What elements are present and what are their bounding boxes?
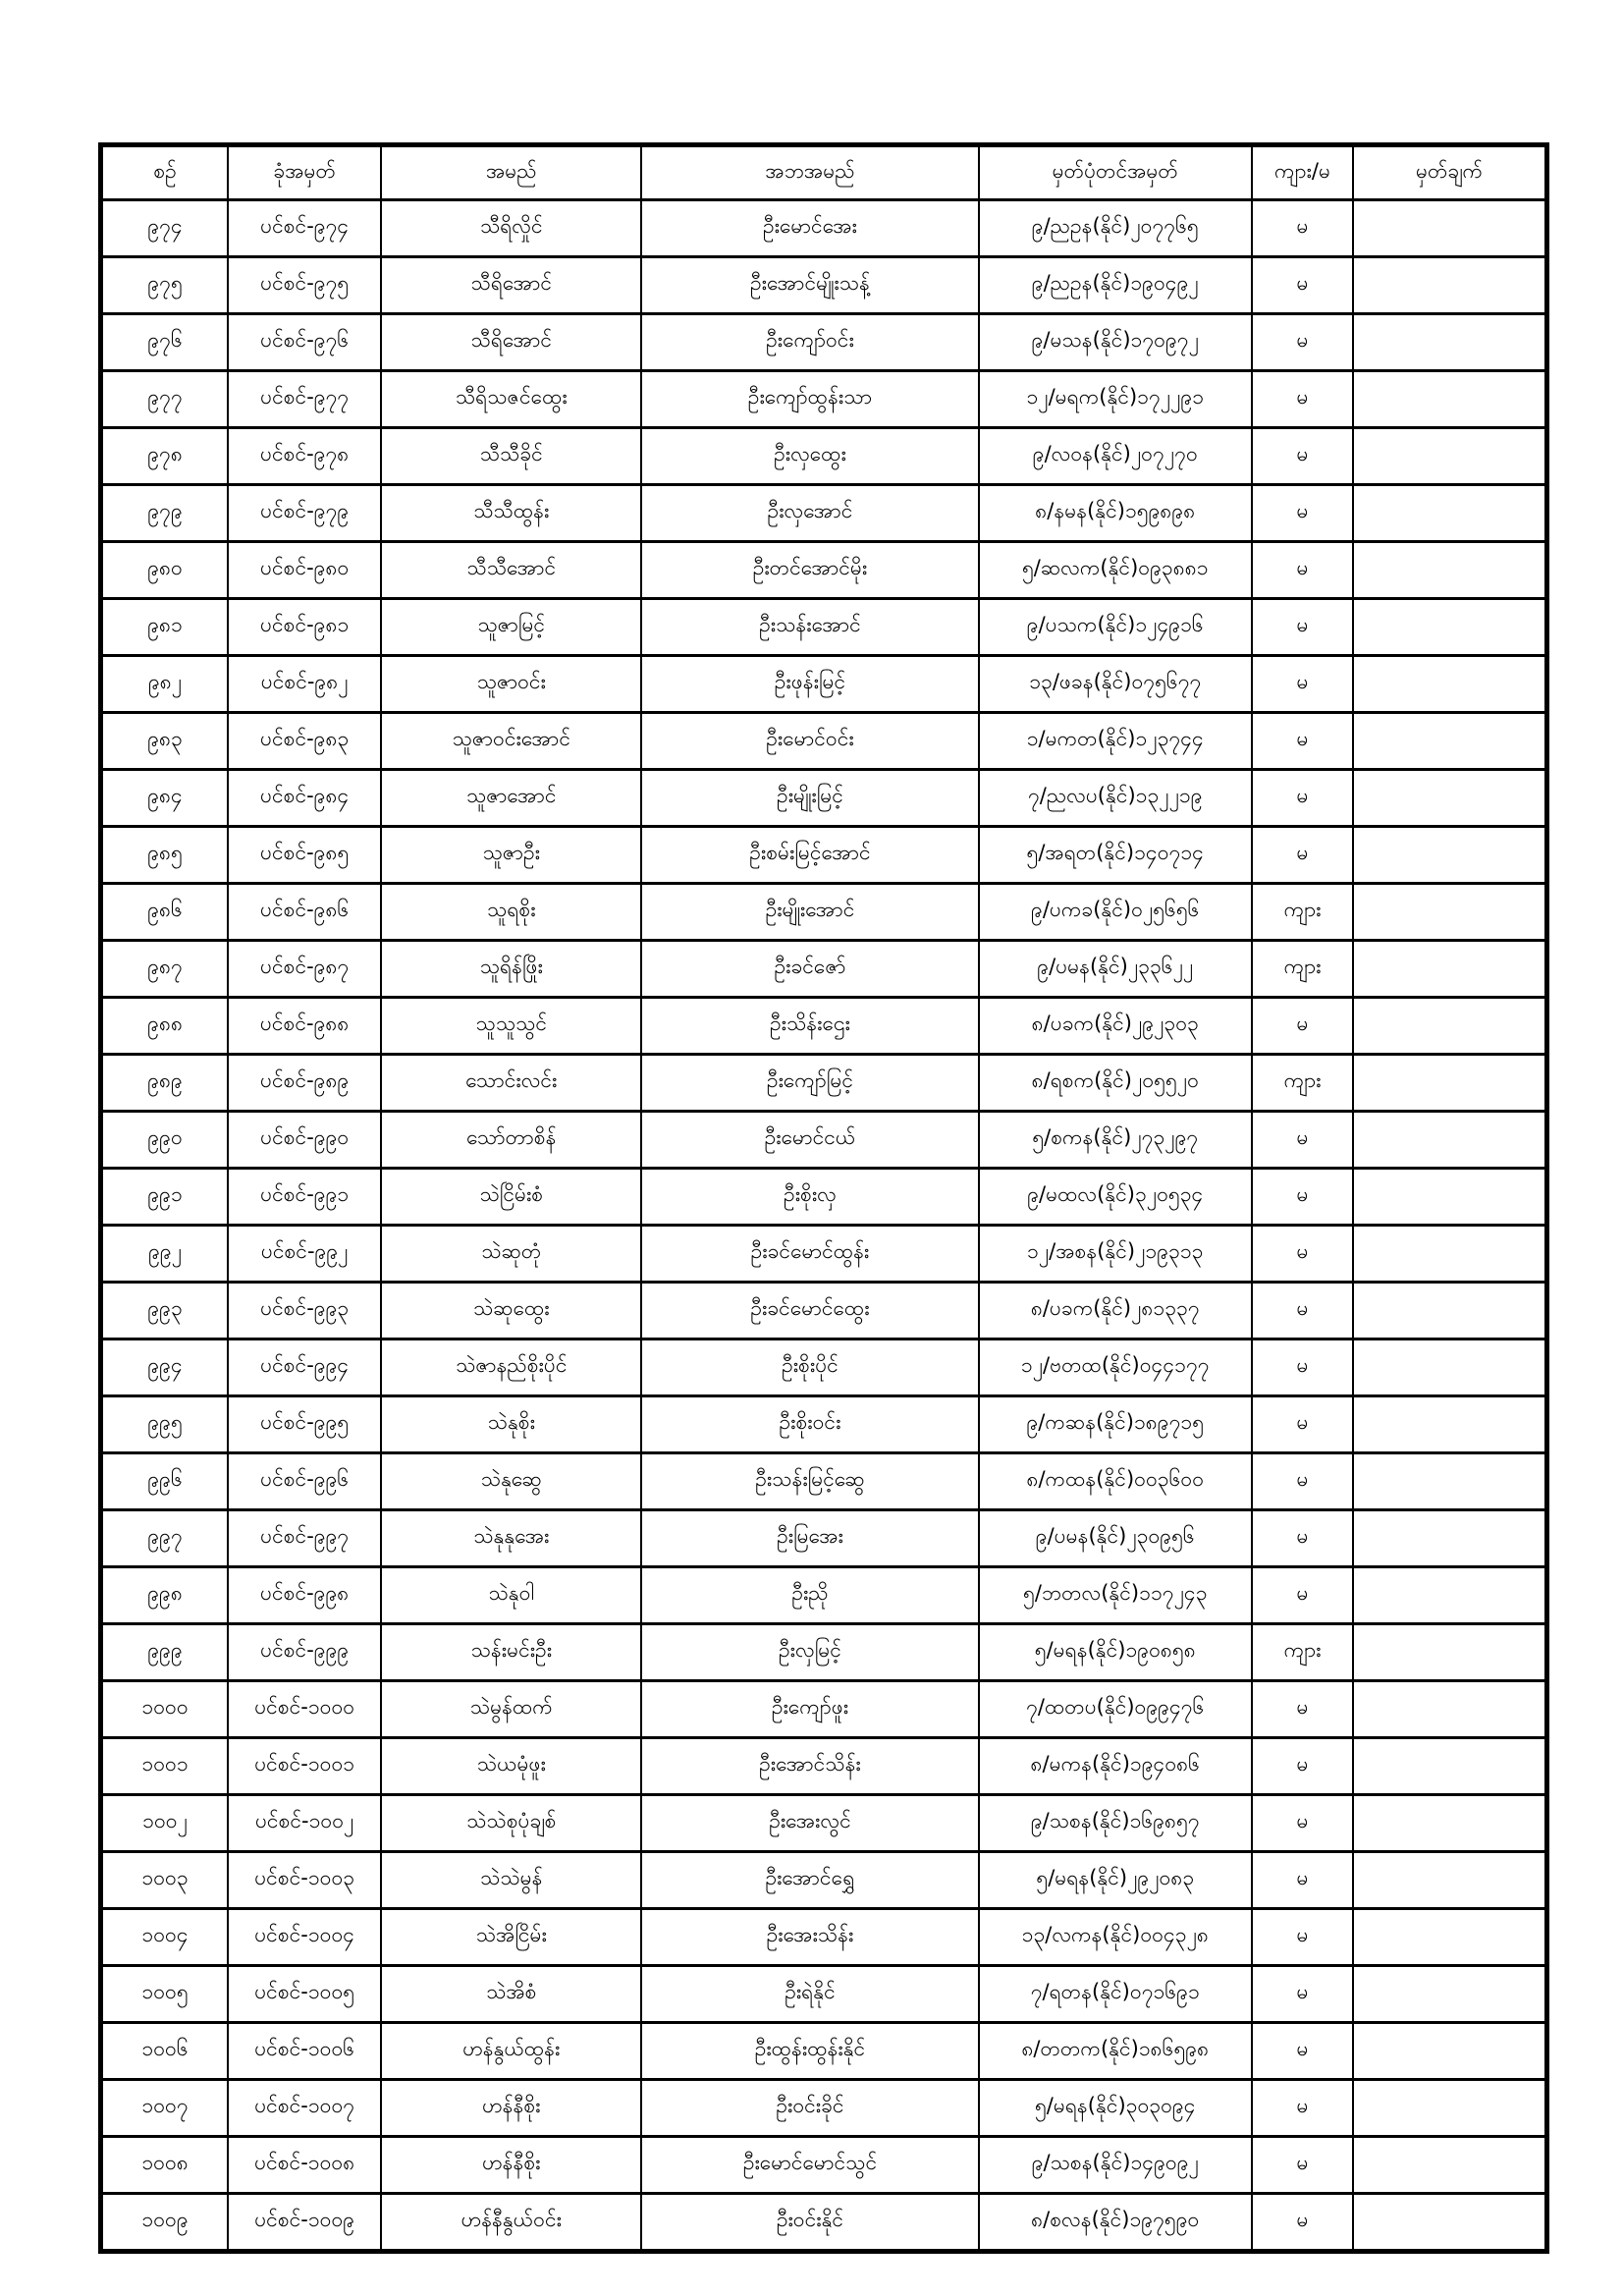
cell-serial: ၁၀၀၃: [101, 1852, 229, 1909]
cell-remark: [1353, 713, 1546, 770]
cell-serial: ၉၉၀: [101, 1112, 229, 1169]
cell-nrc-number: ၈/ပခက(နိုင်)၂၈၁၃၃၇: [979, 1283, 1252, 1339]
cell-nrc-number: ၅/မရန(နိုင်)၂၉၂၀၈၃: [979, 1852, 1252, 1909]
cell-roll-number: ပင်စင်-၁၀၀၃: [228, 1852, 381, 1909]
cell-serial: ၉၉၇: [101, 1510, 229, 1567]
cell-father-name: ဦးမောင်မောင်သွင်: [641, 2137, 978, 2194]
cell-gender: မ: [1252, 599, 1353, 656]
column-header-serial: စဉ်: [101, 145, 229, 200]
column-header-gender: ကျား/မ: [1252, 145, 1353, 200]
cell-gender: မ: [1252, 428, 1353, 485]
cell-name: သဲဆုထွေး: [381, 1283, 641, 1339]
table-row: [101, 2137, 1547, 2194]
cell-nrc-number: ၉/ပကခ(နိုင်)၀၂၅၆၅၆: [979, 884, 1252, 941]
cell-remark: [1353, 1567, 1546, 1624]
cell-serial: ၉၉၅: [101, 1396, 229, 1453]
cell-gender: မ: [1252, 371, 1353, 428]
cell-roll-number: ပင်စင်-၁၀၀၂: [228, 1795, 381, 1852]
cell-remark: [1353, 884, 1546, 941]
cell-nrc-number: ၉/မသန(နိုင်)၁၇၀၉၇၂: [979, 314, 1252, 371]
table-row: [101, 1226, 1547, 1283]
cell-remark: [1353, 770, 1546, 827]
cell-roll-number: ပင်စင်-၁၀၀၈: [228, 2137, 381, 2194]
cell-name: သဲဆုတုံ: [381, 1226, 641, 1283]
cell-remark: [1353, 2023, 1546, 2080]
cell-serial: ၉၈၀: [101, 542, 229, 599]
cell-roll-number: ပင်စင်-၉၇၆: [228, 314, 381, 371]
cell-nrc-number: ၁၃/ဖခန(နိုင်)၀၇၅၆၇၇: [979, 656, 1252, 713]
cell-serial: ၉၈၂: [101, 656, 229, 713]
table-row: [101, 884, 1547, 941]
cell-roll-number: ပင်စင်-၉၉၁: [228, 1169, 381, 1226]
column-header-roll-number: ခုံအမှတ်: [228, 145, 381, 200]
cell-gender: မ: [1252, 2137, 1353, 2194]
cell-name: ဟန်နွယ်ထွန်း: [381, 2023, 641, 2080]
table-row: [101, 428, 1547, 485]
table-row: [101, 1396, 1547, 1453]
cell-gender: မ: [1252, 314, 1353, 371]
cell-name: သန်းမင်းဦး: [381, 1624, 641, 1681]
cell-father-name: ဦးစမ်းမြင့်အောင်: [641, 827, 978, 884]
cell-name: သီရိလှိုင်: [381, 200, 641, 257]
cell-roll-number: ပင်စင်-၉၉၄: [228, 1339, 381, 1396]
cell-serial: ၉၇၇: [101, 371, 229, 428]
cell-name: သဲအိစံ: [381, 1966, 641, 2023]
cell-name: သဲယမုံဖူး: [381, 1738, 641, 1795]
cell-nrc-number: ၁/မကတ(နိုင်)၁၂၃၇၄၄: [979, 713, 1252, 770]
cell-nrc-number: ၈/ရစက(နိုင်)၂၀၅၅၂၀: [979, 1055, 1252, 1112]
cell-father-name: ဦးကျော်ထွန်းသာ: [641, 371, 978, 428]
cell-name: သီသီခိုင်: [381, 428, 641, 485]
table-row: [101, 1510, 1547, 1567]
cell-father-name: ဦးမောင်ငယ်: [641, 1112, 978, 1169]
cell-remark: [1353, 1738, 1546, 1795]
cell-father-name: ဦးကျော်ဖူး: [641, 1681, 978, 1738]
table-row: [101, 1283, 1547, 1339]
cell-roll-number: ပင်စင်-၉၇၄: [228, 200, 381, 257]
cell-father-name: ဦးကျော်ဝင်း: [641, 314, 978, 371]
cell-father-name: ဦးအောင်ရွှေ: [641, 1852, 978, 1909]
cell-nrc-number: ၈/စလန(နိုင်)၁၉၇၅၉၀: [979, 2194, 1252, 2252]
cell-father-name: ဦးအောင်သိန်း: [641, 1738, 978, 1795]
cell-nrc-number: ၅/ဆလက(နိုင်)၀၉၃၈၈၁: [979, 542, 1252, 599]
cell-remark: [1353, 2080, 1546, 2137]
cell-remark: [1353, 998, 1546, 1055]
cell-name: သဲနုဆွေ: [381, 1453, 641, 1510]
cell-father-name: ဦးမောင်အေး: [641, 200, 978, 257]
table-row: [101, 1681, 1547, 1738]
table-row: [101, 2194, 1547, 2252]
cell-father-name: ဦးမျိုးမြင့်: [641, 770, 978, 827]
cell-name: သဲသဲမွန်: [381, 1852, 641, 1909]
cell-serial: ၁၀၀၄: [101, 1909, 229, 1966]
cell-serial: ၁၀၀၆: [101, 2023, 229, 2080]
cell-roll-number: ပင်စင်-၉၈၈: [228, 998, 381, 1055]
cell-father-name: ဦးဖုန်းမြင့်: [641, 656, 978, 713]
cell-father-name: ဦးစိုးလှ: [641, 1169, 978, 1226]
cell-name: သဲနုစိုး: [381, 1396, 641, 1453]
cell-serial: ၁၀၀၈: [101, 2137, 229, 2194]
cell-name: ဟန်နီစိုး: [381, 2080, 641, 2137]
cell-serial: ၉၈၉: [101, 1055, 229, 1112]
cell-roll-number: ပင်စင်-၉၈၅: [228, 827, 381, 884]
table-row: [101, 827, 1547, 884]
cell-father-name: ဦးမျိုးအောင်: [641, 884, 978, 941]
cell-roll-number: ပင်စင်-၉၉၃: [228, 1283, 381, 1339]
cell-nrc-number: ၁၃/လကန(နိုင်)၀၀၄၃၂၈: [979, 1909, 1252, 1966]
cell-father-name: ဦးသန်းအောင်: [641, 599, 978, 656]
cell-gender: မ: [1252, 1681, 1353, 1738]
cell-remark: [1353, 1510, 1546, 1567]
cell-father-name: ဦးသိန်းဌေး: [641, 998, 978, 1055]
cell-nrc-number: ၉/ညဥန(နိုင်)၁၉၀၄၉၂: [979, 257, 1252, 314]
cell-roll-number: ပင်စင်-၉၈၇: [228, 941, 381, 998]
cell-remark: [1353, 1852, 1546, 1909]
table-row: [101, 1909, 1547, 1966]
cell-roll-number: ပင်စင်-၉၇၉: [228, 485, 381, 542]
column-header-father-name: အဘအမည်: [641, 145, 978, 200]
cell-remark: [1353, 1169, 1546, 1226]
cell-roll-number: ပင်စင်-၉၈၂: [228, 656, 381, 713]
cell-name: သူဇာဝင်းအောင်: [381, 713, 641, 770]
cell-gender: မ: [1252, 542, 1353, 599]
cell-gender: မ: [1252, 2194, 1353, 2252]
cell-remark: [1353, 1795, 1546, 1852]
cell-remark: [1353, 542, 1546, 599]
cell-serial: ၉၇၉: [101, 485, 229, 542]
table-body: [101, 200, 1547, 2252]
cell-roll-number: ပင်စင်-၁၀၀၀: [228, 1681, 381, 1738]
cell-nrc-number: ၅/မရန(နိုင်)၁၉၀၈၅၈: [979, 1624, 1252, 1681]
cell-remark: [1353, 1226, 1546, 1283]
cell-gender: မ: [1252, 1852, 1353, 1909]
cell-roll-number: ပင်စင်-၁၀၀၅: [228, 1966, 381, 2023]
cell-roll-number: ပင်စင်-၁၀၀၆: [228, 2023, 381, 2080]
cell-nrc-number: ၅/ဘတလ(နိုင်)၁၁၇၂၄၃: [979, 1567, 1252, 1624]
cell-father-name: ဦးရဲနိုင်: [641, 1966, 978, 2023]
cell-serial: ၉၇၆: [101, 314, 229, 371]
cell-gender: မ: [1252, 1510, 1353, 1567]
table-row: [101, 1567, 1547, 1624]
cell-serial: ၉၉၄: [101, 1339, 229, 1396]
cell-name: သောင်းလင်း: [381, 1055, 641, 1112]
cell-gender: မ: [1252, 1567, 1353, 1624]
cell-father-name: ဦးစိုးဝင်း: [641, 1396, 978, 1453]
cell-father-name: ဦးလှထွေး: [641, 428, 978, 485]
cell-roll-number: ပင်စင်-၉၉၇: [228, 1510, 381, 1567]
cell-father-name: ဦးသန်းမြင့်ဆွေ: [641, 1453, 978, 1510]
cell-nrc-number: ၅/မရန(နိုင်)၃၀၃၀၉၄: [979, 2080, 1252, 2137]
cell-name: သူရစိုး: [381, 884, 641, 941]
cell-name: သီရိအောင်: [381, 314, 641, 371]
table-row: [101, 1795, 1547, 1852]
cell-roll-number: ပင်စင်-၉၈၃: [228, 713, 381, 770]
cell-nrc-number: ၉/ညဥန(နိုင်)၂၀၇၇၆၅: [979, 200, 1252, 257]
table-row: [101, 941, 1547, 998]
cell-nrc-number: ၁၂/မရက(နိုင်)၁၇၂၂၉၁: [979, 371, 1252, 428]
cell-father-name: ဦးအေးလွင်: [641, 1795, 978, 1852]
cell-remark: [1353, 200, 1546, 257]
cell-nrc-number: ၉/သစန(နိုင်)၁၄၉၀၉၂: [979, 2137, 1252, 2194]
cell-remark: [1353, 1396, 1546, 1453]
cell-nrc-number: ၁၂/ဗတထ(နိုင်)၀၄၄၁၇၇: [979, 1339, 1252, 1396]
cell-father-name: ဦးလှအောင်: [641, 485, 978, 542]
cell-serial: ၁၀၀၀: [101, 1681, 229, 1738]
cell-name: သဲဇာနည်စိုးပိုင်: [381, 1339, 641, 1396]
cell-father-name: ဦးညို: [641, 1567, 978, 1624]
cell-gender: မ: [1252, 656, 1353, 713]
cell-remark: [1353, 1283, 1546, 1339]
cell-nrc-number: ၉/ပသက(နိုင်)၁၂၄၉၁၆: [979, 599, 1252, 656]
cell-remark: [1353, 1909, 1546, 1966]
cell-roll-number: ပင်စင်-၉၈၄: [228, 770, 381, 827]
cell-remark: [1353, 428, 1546, 485]
cell-serial: ၉၈၇: [101, 941, 229, 998]
cell-serial: ၉၈၆: [101, 884, 229, 941]
cell-gender: ကျား: [1252, 941, 1353, 998]
cell-serial: ၉၈၄: [101, 770, 229, 827]
cell-gender: မ: [1252, 998, 1353, 1055]
table-row: [101, 542, 1547, 599]
cell-remark: [1353, 1966, 1546, 2023]
cell-remark: [1353, 1681, 1546, 1738]
cell-roll-number: ပင်စင်-၉၇၅: [228, 257, 381, 314]
cell-father-name: ဦးစိုးပိုင်: [641, 1339, 978, 1396]
table-row: [101, 314, 1547, 371]
table-row: [101, 713, 1547, 770]
cell-remark: [1353, 2194, 1546, 2252]
cell-roll-number: ပင်စင်-၉၇၇: [228, 371, 381, 428]
cell-gender: မ: [1252, 827, 1353, 884]
cell-roll-number: ပင်စင်-၉၉၀: [228, 1112, 381, 1169]
cell-remark: [1353, 827, 1546, 884]
cell-serial: ၁၀၀၂: [101, 1795, 229, 1852]
table-row: [101, 2023, 1547, 2080]
cell-nrc-number: ၈/ပခက(နိုင်)၂၉၂၃၀၃: [979, 998, 1252, 1055]
cell-remark: [1353, 656, 1546, 713]
cell-roll-number: ပင်စင်-၉၉၆: [228, 1453, 381, 1510]
cell-name: သဲအိငြိမ်း: [381, 1909, 641, 1966]
table-row: [101, 770, 1547, 827]
cell-serial: ၉၇၅: [101, 257, 229, 314]
cell-nrc-number: ၈/မကန(နိုင်)၁၉၄၀၈၆: [979, 1738, 1252, 1795]
cell-remark: [1353, 1624, 1546, 1681]
cell-name: ဟန်နီနွယ်ဝင်း: [381, 2194, 641, 2252]
cell-nrc-number: ၇/ရတန(နိုင်)၀၇၁၆၉၁: [979, 1966, 1252, 2023]
cell-serial: ၉၈၁: [101, 599, 229, 656]
cell-nrc-number: ၉/လဝန(နိုင်)၂၀၇၂၇၀: [979, 428, 1252, 485]
cell-name: သူဇာဝင်း: [381, 656, 641, 713]
cell-remark: [1353, 599, 1546, 656]
cell-name: သဲသဲစုပုံချစ်: [381, 1795, 641, 1852]
cell-father-name: ဦးမောင်ဝင်း: [641, 713, 978, 770]
table-row: [101, 1169, 1547, 1226]
cell-nrc-number: ၇/ညလပ(နိုင်)၁၃၂၂၁၉: [979, 770, 1252, 827]
cell-serial: ၉၈၅: [101, 827, 229, 884]
cell-name: ဟန်နီစိုး: [381, 2137, 641, 2194]
table-row: [101, 1055, 1547, 1112]
cell-roll-number: ပင်စင်-၉၉၂: [228, 1226, 381, 1283]
cell-roll-number: ပင်စင်-၁၀၀၉: [228, 2194, 381, 2252]
cell-name: သော်တာစိန်: [381, 1112, 641, 1169]
cell-remark: [1353, 1339, 1546, 1396]
table-row: [101, 1453, 1547, 1510]
cell-father-name: ဦးခင်မောင်ထွေး: [641, 1283, 978, 1339]
cell-remark: [1353, 485, 1546, 542]
cell-father-name: ဦးအောင်မျိုးသန့်: [641, 257, 978, 314]
cell-father-name: ဦးလှမြင့်: [641, 1624, 978, 1681]
cell-serial: ၉၉၉: [101, 1624, 229, 1681]
cell-father-name: ဦးထွန်းထွန်းနိုင်: [641, 2023, 978, 2080]
cell-remark: [1353, 1453, 1546, 1510]
cell-gender: မ: [1252, 1909, 1353, 1966]
cell-nrc-number: ၈/ကထန(နိုင်)၀၀၃၆၀၀: [979, 1453, 1252, 1510]
table-row: [101, 656, 1547, 713]
cell-father-name: ဦးကျော်မြင့်: [641, 1055, 978, 1112]
cell-name: သဲနုဝါ: [381, 1567, 641, 1624]
cell-roll-number: ပင်စင်-၉၉၉: [228, 1624, 381, 1681]
cell-nrc-number: ၈/တတက(နိုင်)၁၈၆၅၉၈: [979, 2023, 1252, 2080]
cell-gender: ကျား: [1252, 1055, 1353, 1112]
cell-gender: မ: [1252, 200, 1353, 257]
cell-roll-number: ပင်စင်-၉၈၀: [228, 542, 381, 599]
cell-nrc-number: ၉/ကဆန(နိုင်)၁၈၉၇၁၅: [979, 1396, 1252, 1453]
cell-gender: မ: [1252, 2080, 1353, 2137]
cell-roll-number: ပင်စင်-၉၈၆: [228, 884, 381, 941]
cell-serial: ၉၉၈: [101, 1567, 229, 1624]
column-header-remark: မှတ်ချက်: [1353, 145, 1546, 200]
cell-name: သီသီအောင်: [381, 542, 641, 599]
table-row: [101, 2080, 1547, 2137]
cell-name: သူဇာမြင့်: [381, 599, 641, 656]
cell-father-name: ဦးခင်ဇော်: [641, 941, 978, 998]
cell-nrc-number: ၉/ပမန(နိုင်)၂၃၀၉၅၆: [979, 1510, 1252, 1567]
cell-gender: ကျား: [1252, 1624, 1353, 1681]
cell-nrc-number: ၉/သစန(နိုင်)၁၆၉၈၅၇: [979, 1795, 1252, 1852]
cell-gender: မ: [1252, 770, 1353, 827]
table-row: [101, 1624, 1547, 1681]
cell-gender: ကျား: [1252, 884, 1353, 941]
cell-name: သီရိအောင်: [381, 257, 641, 314]
cell-gender: မ: [1252, 1169, 1353, 1226]
cell-roll-number: ပင်စင်-၉၉၈: [228, 1567, 381, 1624]
cell-gender: မ: [1252, 1226, 1353, 1283]
table-header-row: [101, 145, 1547, 200]
cell-roll-number: ပင်စင်-၁၀၀၇: [228, 2080, 381, 2137]
cell-roll-number: ပင်စင်-၉၈၁: [228, 599, 381, 656]
table-row: [101, 1339, 1547, 1396]
table-row: [101, 485, 1547, 542]
cell-serial: ၁၀၀၇: [101, 2080, 229, 2137]
cell-name: သီရိသဇင်ထွေး: [381, 371, 641, 428]
cell-serial: ၉၈၈: [101, 998, 229, 1055]
cell-name: သူသူသွင်: [381, 998, 641, 1055]
cell-name: သဲနုနုအေး: [381, 1510, 641, 1567]
cell-remark: [1353, 941, 1546, 998]
cell-nrc-number: ၁၂/အစန(နိုင်)၂၁၉၃၁၃: [979, 1226, 1252, 1283]
pension-roster-table: [98, 142, 1549, 2254]
cell-gender: မ: [1252, 1339, 1353, 1396]
cell-nrc-number: ၅/အရတ(နိုင်)၁၄၀၇၁၄: [979, 827, 1252, 884]
cell-name: သဲငြိမ်းစံ: [381, 1169, 641, 1226]
table-row: [101, 599, 1547, 656]
table-row: [101, 371, 1547, 428]
cell-serial: ၉၇၈: [101, 428, 229, 485]
cell-name: သူရိန်ဖြိုး: [381, 941, 641, 998]
cell-nrc-number: ၈/နမန(နိုင်)၁၅၉၈၉၈: [979, 485, 1252, 542]
cell-gender: မ: [1252, 1112, 1353, 1169]
cell-remark: [1353, 257, 1546, 314]
cell-nrc-number: ၉/မထလ(နိုင်)၃၂၀၅၃၄: [979, 1169, 1252, 1226]
cell-nrc-number: ၉/ပမန(နိုင်)၂၃၃၆၂၂: [979, 941, 1252, 998]
cell-father-name: ဦးဝင်းနိုင်: [641, 2194, 978, 2252]
table-row: [101, 200, 1547, 257]
column-header-nrc-number: မှတ်ပုံတင်အမှတ်: [979, 145, 1252, 200]
cell-gender: မ: [1252, 1795, 1353, 1852]
cell-serial: ၁၀၀၁: [101, 1738, 229, 1795]
table-row: [101, 1966, 1547, 2023]
cell-father-name: ဦးမြအေး: [641, 1510, 978, 1567]
cell-roll-number: ပင်စင်-၁၀၀၁: [228, 1738, 381, 1795]
cell-roll-number: ပင်စင်-၉၇၈: [228, 428, 381, 485]
cell-gender: မ: [1252, 713, 1353, 770]
cell-gender: မ: [1252, 1396, 1353, 1453]
cell-name: သူဇာဦး: [381, 827, 641, 884]
cell-gender: မ: [1252, 257, 1353, 314]
cell-nrc-number: ၅/စကန(နိုင်)၂၇၃၂၉၇: [979, 1112, 1252, 1169]
cell-name: သဲမွန်ထက်: [381, 1681, 641, 1738]
table-row: [101, 1738, 1547, 1795]
cell-gender: မ: [1252, 1283, 1353, 1339]
cell-remark: [1353, 1055, 1546, 1112]
cell-remark: [1353, 314, 1546, 371]
cell-roll-number: ပင်စင်-၉၉၅: [228, 1396, 381, 1453]
cell-gender: မ: [1252, 485, 1353, 542]
cell-roll-number: ပင်စင်-၁၀၀၄: [228, 1909, 381, 1966]
cell-roll-number: ပင်စင်-၉၈၉: [228, 1055, 381, 1112]
cell-serial: ၉၉၃: [101, 1283, 229, 1339]
document-page: [98, 142, 1549, 2254]
cell-father-name: ဦးတင်အောင်မိုး: [641, 542, 978, 599]
cell-serial: ၉၉၁: [101, 1169, 229, 1226]
cell-serial: ၉၉၆: [101, 1453, 229, 1510]
cell-gender: မ: [1252, 1738, 1353, 1795]
column-header-name: အမည်: [381, 145, 641, 200]
cell-father-name: ဦးဝင်းခိုင်: [641, 2080, 978, 2137]
cell-name: သူဇာအောင်: [381, 770, 641, 827]
table-row: [101, 257, 1547, 314]
table-row: [101, 1112, 1547, 1169]
cell-serial: ၉၈၃: [101, 713, 229, 770]
cell-remark: [1353, 371, 1546, 428]
table-row: [101, 998, 1547, 1055]
cell-serial: ၁၀၀၉: [101, 2194, 229, 2252]
cell-name: သီသီထွန်း: [381, 485, 641, 542]
cell-remark: [1353, 2137, 1546, 2194]
cell-gender: မ: [1252, 1453, 1353, 1510]
cell-serial: ၉၉၂: [101, 1226, 229, 1283]
cell-remark: [1353, 1112, 1546, 1169]
cell-father-name: ဦးခင်မောင်ထွန်း: [641, 1226, 978, 1283]
cell-gender: မ: [1252, 1966, 1353, 2023]
cell-nrc-number: ၇/ထတပ(နိုင်)၀၉၉၄၇၆: [979, 1681, 1252, 1738]
cell-serial: ၁၀၀၅: [101, 1966, 229, 2023]
cell-father-name: ဦးအေးသိန်း: [641, 1909, 978, 1966]
cell-serial: ၉၇၄: [101, 200, 229, 257]
table-row: [101, 1852, 1547, 1909]
cell-gender: မ: [1252, 2023, 1353, 2080]
